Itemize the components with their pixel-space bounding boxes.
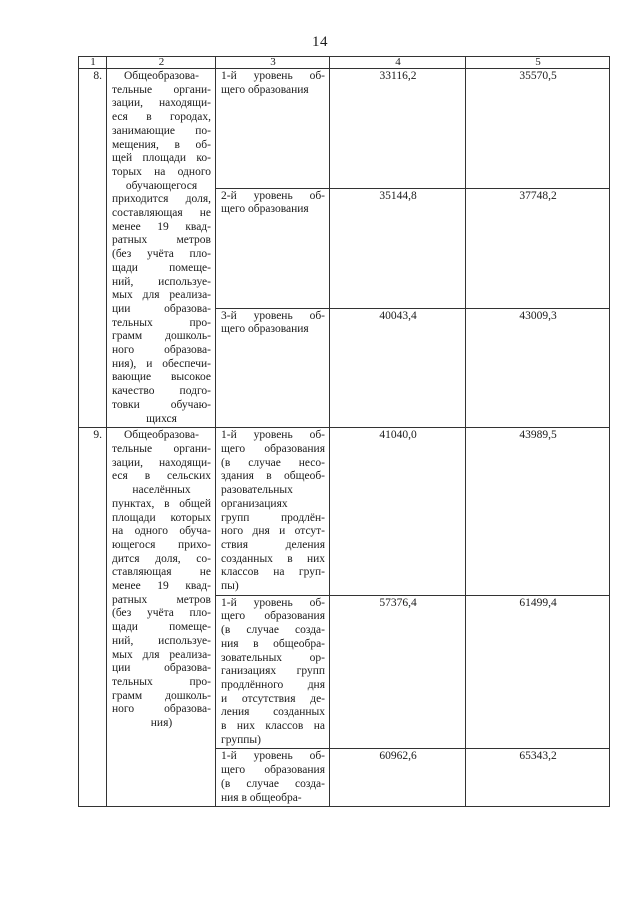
education-level-line: ления созданных [221, 706, 325, 719]
education-level-line: классов на груп- [221, 566, 325, 579]
description-line: на одного обуча- [112, 525, 211, 538]
value-column-4: 60962,6 [330, 749, 466, 807]
education-level-line: организациях [221, 497, 288, 510]
description-line: ного образова- [112, 344, 211, 357]
education-level-line: ствия деления [221, 538, 325, 551]
description-line: щихся [146, 412, 177, 425]
value-column-5: 61499,4 [466, 595, 610, 749]
education-level [216, 595, 330, 749]
organization-description [107, 69, 216, 428]
description-line: товки обучаю- [112, 398, 211, 411]
organization-description [107, 428, 216, 807]
education-level [216, 749, 330, 807]
description-line: ратных метров [112, 234, 211, 247]
education-level-line: 1-й уровень об- [221, 750, 325, 763]
education-level-line: (в случае несо- [221, 456, 325, 469]
education-level-line: 1-й уровень об- [221, 429, 325, 442]
value-column-4: 35144,8 [330, 188, 466, 308]
description-line: ний, используе- [112, 275, 211, 288]
value-column-5: 37748,2 [466, 188, 610, 308]
education-level-line: (в случае созда- [221, 624, 325, 637]
description-line: менее 19 квад- [112, 220, 211, 233]
education-level-line: продлённого дня [221, 678, 325, 691]
education-level-line: группы) [221, 733, 261, 746]
description-line: вающие высокое [112, 371, 211, 384]
description-line: щади помеще- [112, 261, 211, 274]
column-number-1: 1 [79, 57, 107, 69]
description-line: площади которых [112, 511, 211, 524]
description-line: тельных про- [112, 316, 211, 329]
row-number: 9. [79, 428, 107, 807]
education-level-line: (в случае созда- [221, 777, 325, 790]
description-line: ного образова- [112, 703, 211, 716]
description-line: мых для реализа- [112, 289, 211, 302]
column-number-3: 3 [216, 57, 330, 69]
description-line: ставляющая не [112, 566, 211, 579]
table-row [79, 69, 610, 189]
education-level-line: ния в общеобра- [221, 791, 302, 804]
description-line: еся в сельских [112, 470, 211, 483]
description-line: торых на одного [112, 165, 211, 178]
description-line: занимающие по- [112, 124, 211, 137]
page-number: 14 [312, 34, 328, 50]
education-level [216, 308, 330, 428]
education-level [216, 188, 330, 308]
description-line: ющегося прихо- [112, 538, 211, 551]
description-line: тельные органи- [112, 442, 211, 455]
description-line: ния) [150, 717, 173, 730]
education-level-line: ного дня и отсут- [221, 525, 325, 538]
table-row [79, 428, 610, 595]
description-line: ний, используе- [112, 634, 211, 647]
description-line: еся в городах, [112, 111, 211, 124]
description-line: тельных про- [112, 675, 211, 688]
description-line: населённых [132, 484, 191, 497]
description-line: зации, находящи- [112, 97, 211, 110]
column-number-2: 2 [107, 57, 216, 69]
description-line: (без учёта пло- [112, 248, 211, 261]
education-level-line: зовательных ор- [221, 651, 325, 664]
description-line: мещения, в об- [112, 138, 211, 151]
column-number-header-row [79, 57, 610, 69]
description-line: ции образова- [112, 662, 211, 675]
education-level [216, 69, 330, 189]
description-line: Общеобразова- [123, 429, 199, 442]
education-level-line: разовательных [221, 484, 293, 497]
description-line: обучающегося [125, 179, 198, 192]
value-column-5: 43009,3 [466, 308, 610, 428]
education-level-line: щего образования [221, 764, 325, 777]
value-column-4: 57376,4 [330, 595, 466, 749]
education-level-line: щего образования [221, 323, 309, 336]
value-column-4: 41040,0 [330, 428, 466, 595]
description-line: составляющая не [112, 207, 211, 220]
education-level-line: и отсутствия де- [221, 692, 325, 705]
description-line: тельные органи- [112, 83, 211, 96]
column-number-4: 4 [330, 57, 466, 69]
description-line: зации, находящи- [112, 456, 211, 469]
description-line: дится доля, со- [112, 552, 211, 565]
row-number: 8. [79, 69, 107, 428]
description-line: щей площади ко- [112, 152, 211, 165]
value-column-5: 65343,2 [466, 749, 610, 807]
tariff-table [78, 56, 610, 807]
description-line: ратных метров [112, 593, 211, 606]
description-line: качество подго- [112, 385, 211, 398]
description-line: мых для реализа- [112, 648, 211, 661]
description-line: менее 19 квад- [112, 580, 211, 593]
education-level-line: 1-й уровень об- [221, 596, 325, 609]
description-line: приходится доля, [112, 193, 211, 206]
education-level-line: щего образования [221, 83, 309, 96]
education-level-line: групп продлён- [221, 511, 325, 524]
education-level-line: ния в общеобра- [221, 637, 325, 650]
description-line: щади помеще- [112, 621, 211, 634]
education-level-line: ганизациях групп [221, 665, 325, 678]
education-level-line: созданных в них [221, 552, 325, 565]
education-level-line: в них классов на [221, 720, 325, 733]
description-line: Общеобразова- [123, 70, 199, 82]
value-column-4: 33116,2 [330, 69, 466, 189]
education-level-line: 3-й уровень об- [221, 309, 325, 322]
education-level-line: здания в общеоб- [221, 470, 325, 483]
education-level-line: пы) [221, 580, 239, 593]
column-number-5: 5 [466, 57, 610, 69]
description-line: грамм дошколь- [112, 689, 211, 702]
education-level-line: 1-й уровень об- [221, 70, 325, 82]
description-line: (без учёта пло- [112, 607, 211, 620]
value-column-5: 43989,5 [466, 428, 610, 595]
description-line: пунктах, в общей [112, 497, 211, 510]
education-level-line: щего образования [221, 442, 325, 455]
value-column-5: 35570,5 [466, 69, 610, 189]
education-level-line: щего образования [221, 610, 325, 623]
value-column-4: 40043,4 [330, 308, 466, 428]
description-line: грамм дошколь- [112, 330, 211, 343]
education-level [216, 428, 330, 595]
description-line: ния), и обеспечи- [112, 357, 211, 370]
education-level-line: щего образования [221, 203, 309, 216]
education-level-line: 2-й уровень об- [221, 189, 325, 202]
description-line: ции образова- [112, 302, 211, 315]
